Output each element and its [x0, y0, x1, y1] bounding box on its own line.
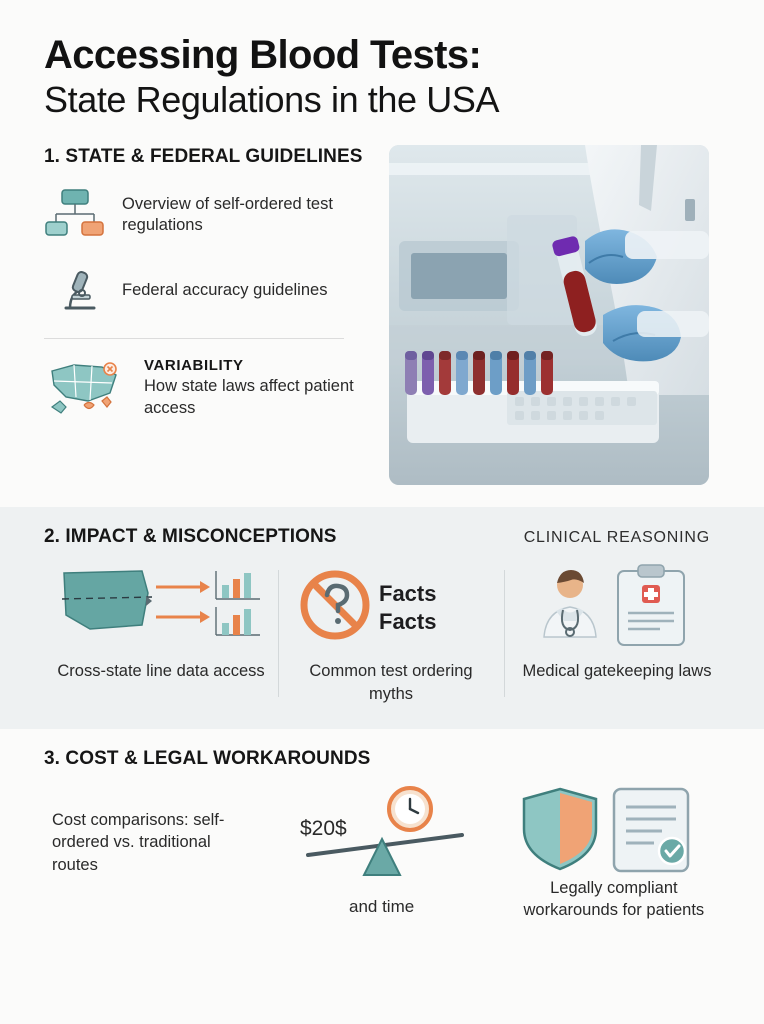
list-item-label: Overview of self-ordered test regulations — [122, 194, 333, 235]
svg-text:Facts: Facts — [379, 609, 437, 635]
variability-item — [44, 353, 377, 423]
section2-columns — [44, 562, 730, 705]
svg-text:$20$: $20$ — [299, 816, 347, 840]
list-item — [44, 262, 377, 320]
section1-heading: 1. STATE & FEDERAL GUIDELINES — [44, 145, 363, 167]
org-chart-icon — [44, 186, 106, 244]
section3-columns — [44, 783, 730, 923]
variability-text-group — [144, 357, 377, 420]
microscope-icon — [44, 262, 106, 320]
section2-subheading: CLINICAL REASONING — [523, 528, 710, 546]
column-cross-state-data — [44, 562, 278, 705]
column-cost-comparisons — [44, 783, 265, 877]
list-item-label: Federal accuracy guidelines — [122, 281, 328, 300]
column-caption: Common test ordering myths — [309, 662, 473, 703]
variability-label: VARIABILITY — [144, 357, 244, 375]
list-item — [44, 186, 377, 244]
section1-content — [44, 145, 389, 485]
doctor-clipboard-icon — [522, 562, 712, 650]
lab-photo — [389, 145, 709, 485]
section-impact-misconceptions — [0, 507, 764, 729]
column-caption: Cross-state line data access — [57, 662, 265, 681]
divider — [44, 338, 344, 339]
variability-description: How state laws affect patient access — [144, 377, 354, 417]
shield-document-icon — [514, 783, 714, 877]
section2-heading: 2. IMPACT & MISCONCEPTIONS — [44, 525, 337, 547]
section2-header — [44, 525, 730, 549]
no-myth-icon — [291, 562, 491, 650]
column-common-myths — [278, 562, 504, 705]
page-subtitle: State Regulations in the USA — [44, 79, 500, 121]
column-caption: and time — [348, 896, 415, 916]
column-caption: Legally compliant workarounds for patients — [523, 878, 705, 920]
column-legal-workarounds — [498, 783, 730, 923]
page-title: Accessing Blood Tests: — [44, 33, 482, 77]
state-map-chart-icon — [56, 562, 266, 650]
title-block — [0, 0, 764, 131]
section-cost-legal-workarounds — [0, 729, 764, 1024]
section-state-federal-guidelines — [0, 131, 764, 507]
section3-heading: 3. COST & LEGAL WORKAROUNDS — [44, 747, 371, 769]
column-price-and-time — [265, 783, 497, 917]
column-caption: Cost comparisons: self-ordered vs. traditional routes — [52, 810, 225, 875]
scale-clock-icon — [282, 783, 482, 891]
svg-text:Facts: Facts — [379, 581, 437, 607]
column-caption: Medical gatekeeping laws — [522, 662, 712, 681]
section1-item-list — [44, 186, 377, 423]
column-medical-gatekeeping — [504, 562, 730, 705]
usa-map-icon — [44, 353, 128, 423]
